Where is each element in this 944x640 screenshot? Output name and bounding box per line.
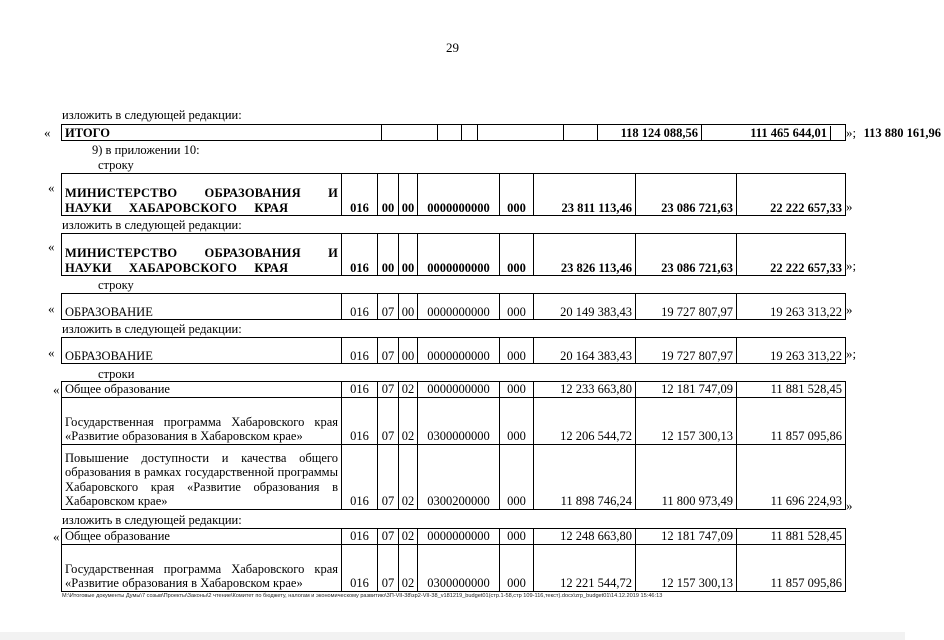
education-old-row	[61, 293, 846, 320]
table-row	[62, 397, 846, 444]
ministry-new-ved: 016	[342, 234, 378, 276]
row-name: Государственная программа Хабаровского края «Развитие образования в Хабаровском крае»	[62, 544, 342, 591]
row-pr: 02	[399, 382, 418, 398]
open-quote: «	[48, 345, 55, 360]
open-quote: «	[53, 529, 60, 544]
total-row	[61, 124, 941, 141]
row-csr: 0000000000	[418, 382, 500, 398]
education-new-name: ОБРАЗОВАНИЕ	[62, 338, 342, 364]
row-csr: 0300200000	[418, 444, 500, 509]
row-rz: 07	[378, 444, 399, 509]
appendix-text: 9) в приложении 10:	[92, 143, 200, 157]
close-quote: »;	[846, 125, 857, 140]
education-old-ved: 016	[342, 294, 378, 320]
ministry-new-pr: 00	[399, 234, 418, 276]
education-new-rz: 07	[378, 338, 399, 364]
row-value-3: 11 696 224,93	[737, 444, 846, 509]
education-old-rz: 07	[378, 294, 399, 320]
lines-word: строки	[98, 367, 135, 381]
education-new-row	[61, 337, 846, 364]
ministry-old-pr: 00	[399, 174, 418, 216]
total-value-1: 118 124 088,56	[598, 125, 702, 141]
ministry-old-value-3: 22 222 657,33	[737, 174, 846, 216]
total-empty-3	[462, 125, 478, 141]
education-new-value-2: 19 727 807,97	[636, 338, 737, 364]
row-name: Государственная программа Хабаровского края «Развитие образования в Хабаровском крае»	[62, 397, 342, 444]
row-ved: 016	[342, 397, 378, 444]
ministry-old-row	[61, 173, 846, 216]
ministry-new-vr: 000	[500, 234, 534, 276]
row-value-2: 12 181 747,09	[636, 382, 737, 398]
open-quote: «	[48, 301, 55, 316]
row-csr: 0300000000	[418, 397, 500, 444]
general-education-new-table	[61, 528, 846, 592]
open-quote: «	[48, 239, 55, 254]
ministry-new-rz: 00	[378, 234, 399, 276]
close-quote: »;	[846, 258, 857, 273]
amend-text: изложить в следующей редакции:	[62, 322, 242, 336]
row-rz: 07	[378, 397, 399, 444]
close-quote: »;	[846, 346, 857, 361]
close-quote: »	[846, 498, 853, 513]
row-name: Общее образование	[62, 382, 342, 398]
row-value-1: 12 248 663,80	[534, 529, 636, 545]
total-name: ИТОГО	[62, 125, 382, 141]
page-number: 29	[446, 40, 459, 55]
row-rz: 07	[378, 382, 399, 398]
education-old-csr: 0000000000	[418, 294, 500, 320]
row-value-1: 11 898 746,24	[534, 444, 636, 509]
row-vr: 000	[500, 544, 534, 591]
education-new-vr: 000	[500, 338, 534, 364]
row-name: Повышение доступности и качества общего образования в рамках государственной программы Хабаровского края «Развитие образования в Хабаровском крае»	[62, 444, 342, 509]
row-pr: 02	[399, 444, 418, 509]
row-csr: 0300000000	[418, 544, 500, 591]
row-value-2: 12 181 747,09	[636, 529, 737, 545]
row-ved: 016	[342, 382, 378, 398]
education-new-csr: 0000000000	[418, 338, 500, 364]
education-old-value-2: 19 727 807,97	[636, 294, 737, 320]
ministry-new-value-1: 23 826 113,46	[534, 234, 636, 276]
row-value-1: 12 221 544,72	[534, 544, 636, 591]
total-empty-5	[564, 125, 598, 141]
table-row	[62, 544, 846, 591]
row-ved: 016	[342, 444, 378, 509]
row-pr: 02	[399, 397, 418, 444]
row-value-3: 11 881 528,45	[737, 529, 846, 545]
education-new-value-1: 20 164 383,43	[534, 338, 636, 364]
ministry-new-value-3: 22 222 657,33	[737, 234, 846, 276]
ministry-new-row	[61, 233, 846, 276]
row-value-1: 12 233 663,80	[534, 382, 636, 398]
total-value-2: 111 465 644,01	[702, 126, 831, 141]
row-ved: 016	[342, 544, 378, 591]
total-value-3: 113 880 161,96	[863, 125, 941, 140]
table-row	[62, 529, 846, 545]
row-value-1: 12 206 544,72	[534, 397, 636, 444]
education-new-value-3: 19 263 313,22	[737, 338, 846, 364]
ministry-old-vr: 000	[500, 174, 534, 216]
table-row	[62, 444, 846, 509]
open-quote: «	[48, 180, 55, 195]
row-pr: 02	[399, 544, 418, 591]
row-rz: 07	[378, 544, 399, 591]
row-vr: 000	[500, 397, 534, 444]
row-vr: 000	[500, 529, 534, 545]
amend-text: изложить в следующей редакции:	[62, 218, 242, 232]
row-rz: 07	[378, 529, 399, 545]
document-path-footer: M:\Итоговые документы Думы\7 созыв\Проекты\Законы\2 чтение\Комитет по бюджету, налогам и экономическому развитию\3П-VII-38\зр2-VII-38_v181219_budget01(стр.1-58,стр 109-116,текст).docx\zrp_budget01\14.12.2019 15:46:13	[62, 593, 663, 599]
education-old-name: ОБРАЗОВАНИЕ	[62, 294, 342, 320]
education-new-ved: 016	[342, 338, 378, 364]
close-quote: »	[846, 302, 853, 317]
row-value-3: 11 857 095,86	[737, 397, 846, 444]
total-empty-4	[478, 125, 564, 141]
table-row	[62, 382, 846, 398]
row-value-3: 11 881 528,45	[737, 382, 846, 398]
education-old-pr: 00	[399, 294, 418, 320]
general-education-old-table	[61, 381, 846, 510]
row-vr: 000	[500, 382, 534, 398]
close-quote: »	[846, 199, 853, 214]
amend-text: изложить в следующей редакции:	[62, 513, 242, 527]
row-value-3: 11 857 095,86	[737, 544, 846, 591]
education-old-value-3: 19 263 313,22	[737, 294, 846, 320]
row-value-2: 12 157 300,13	[636, 397, 737, 444]
amend-text: изложить в следующей редакции:	[62, 108, 242, 122]
ministry-new-value-2: 23 086 721,63	[636, 234, 737, 276]
total-empty-2	[438, 125, 462, 141]
ministry-new-csr: 0000000000	[418, 234, 500, 276]
page-bottom-edge	[0, 632, 905, 640]
education-old-value-1: 20 149 383,43	[534, 294, 636, 320]
ministry-old-csr: 0000000000	[418, 174, 500, 216]
total-values-rest	[702, 125, 941, 141]
ministry-old-value-2: 23 086 721,63	[636, 174, 737, 216]
row-csr: 0000000000	[418, 529, 500, 545]
line-word: строку	[98, 158, 134, 172]
education-new-pr: 00	[399, 338, 418, 364]
row-value-2: 12 157 300,13	[636, 544, 737, 591]
row-value-2: 11 800 973,49	[636, 444, 737, 509]
total-empty-1	[382, 125, 438, 141]
open-quote: «	[53, 382, 60, 397]
ministry-old-name: МИНИСТЕРСТВО ОБРАЗОВАНИЯ И НАУКИ ХАБАРОВСКОГО КРАЯ	[62, 174, 342, 216]
row-vr: 000	[500, 444, 534, 509]
ministry-old-ved: 016	[342, 174, 378, 216]
ministry-new-name: МИНИСТЕРСТВО ОБРАЗОВАНИЯ И НАУКИ ХАБАРОВСКОГО КРАЯ	[62, 234, 342, 276]
ministry-old-rz: 00	[378, 174, 399, 216]
row-pr: 02	[399, 529, 418, 545]
row-ved: 016	[342, 529, 378, 545]
row-name: Общее образование	[62, 529, 342, 545]
education-old-vr: 000	[500, 294, 534, 320]
line-word: строку	[98, 278, 134, 292]
ministry-old-value-1: 23 811 113,46	[534, 174, 636, 216]
open-quote: «	[44, 125, 51, 140]
